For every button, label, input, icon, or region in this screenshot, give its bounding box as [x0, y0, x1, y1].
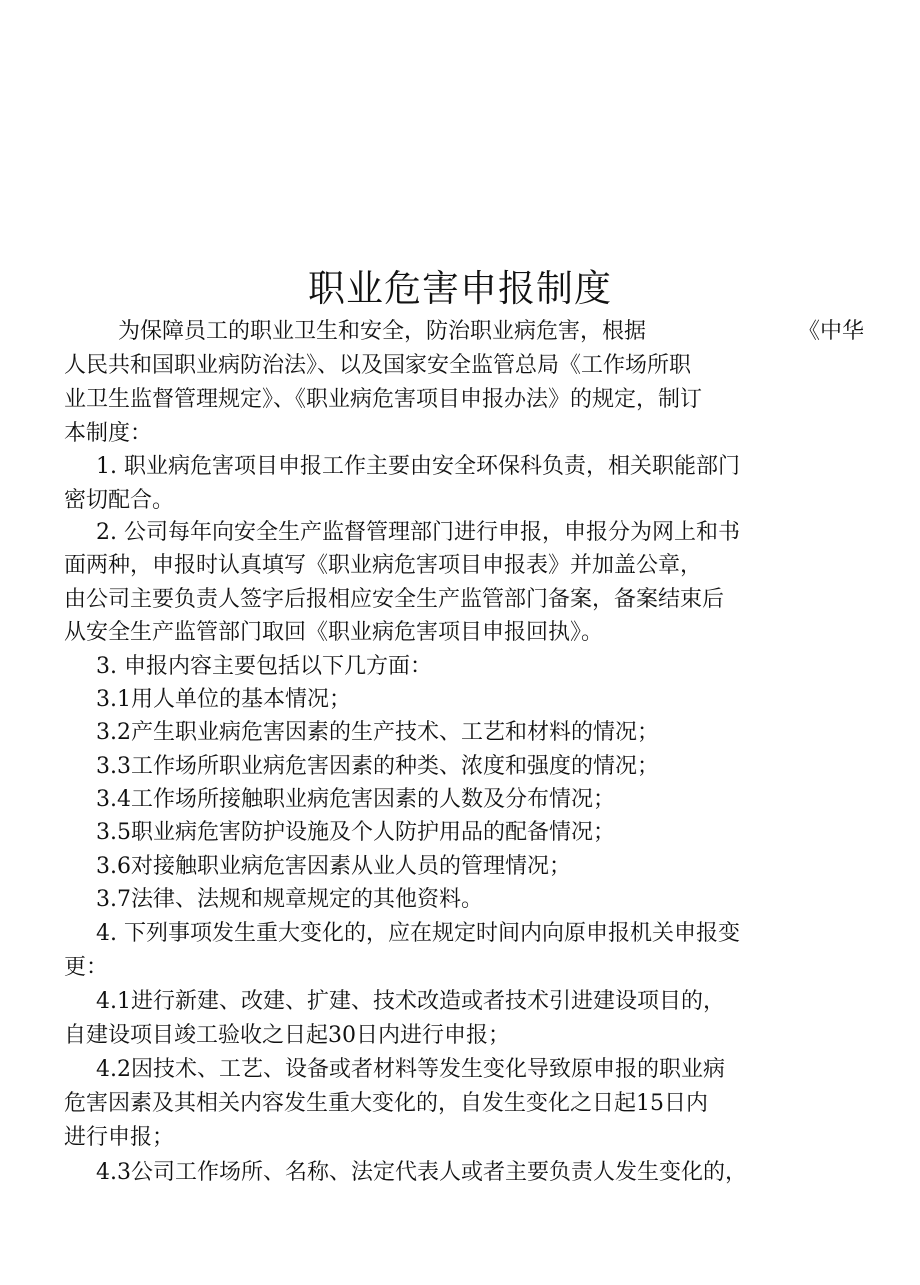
item-4-2-line-1: 4.2因技术、工艺、设备或者材料等发生变化导致原申报的职业病: [96, 1057, 725, 1082]
paragraph-intro-line-1: 为保障员工的职业卫生和安全，防治职业病危害，根据: [118, 319, 647, 344]
item-4-2-line-2: 危害因素及其相关内容发生重大变化的，自发生变化之日起15日内: [64, 1091, 708, 1116]
paragraph-intro-line-3: 业卫生监督管理规定》、《职业病危害项目申报办法》的规定，制订: [64, 387, 703, 412]
item-1-line-1: 1. 职业病危害项目申报工作主要由安全环保科负责，相关职能部门: [96, 454, 740, 479]
item-4-3-line-1: 4.3公司工作场所、名称、法定代表人或者主要负责人发生变化的，: [96, 1160, 747, 1185]
item-3-line-1: 3. 申报内容主要包括以下几方面：: [96, 654, 432, 679]
item-3-3: 3.3工作场所职业病危害因素的种类、浓度和强度的情况；: [96, 754, 659, 779]
item-3-2: 3.2产生职业病危害因素的生产技术、工艺和材料的情况；: [96, 720, 659, 745]
item-3-7: 3.7法律、法规和规章规定的其他资料。: [96, 887, 483, 912]
item-4-1-line-2: 自建设项目竣工验收之日起30日内进行申报；: [64, 1023, 510, 1048]
item-3-4: 3.4工作场所接触职业病危害因素的人数及分布情况；: [96, 787, 615, 812]
item-1-line-2: 密切配合。: [64, 488, 175, 513]
paragraph-intro-line-1-end: 《中华: [798, 319, 865, 344]
item-3-6: 3.6对接触职业病危害因素从业人员的管理情况；: [96, 854, 571, 879]
item-4-2-line-3: 进行申报；: [64, 1125, 175, 1150]
item-4-line-1: 4. 下列事项发生重大变化的，应在规定时间内向原申报机关申报变: [96, 921, 740, 946]
item-4-line-2: 更：: [64, 955, 109, 980]
paragraph-intro-line-2: 人民共和国职业病防治法》、以及国家安全监管总局《工作场所职: [64, 353, 692, 378]
document-title: 职业危害申报制度: [308, 267, 612, 310]
item-3-1: 3.1用人单位的基本情况；: [96, 687, 351, 712]
paragraph-intro-line-4: 本制度：: [64, 421, 153, 446]
item-3-5: 3.5职业病危害防护设施及个人防护用品的配备情况；: [96, 820, 615, 845]
item-2-line-3: 由公司主要负责人签字后报相应安全生产监管部门备案，备案结束后: [64, 587, 725, 612]
item-2-line-4: 从安全生产监管部门取回《职业病危害项目申报回执》。: [64, 620, 604, 645]
item-2-line-2: 面两种，申报时认真填写《职业病危害项目申报表》并加盖公章，: [64, 553, 703, 578]
item-4-1-line-1: 4.1进行新建、改建、扩建、技术改造或者技术引进建设项目的，: [96, 989, 725, 1014]
item-2-line-1: 2. 公司每年向安全生产监督管理部门进行申报，申报分为网上和书: [96, 520, 740, 545]
